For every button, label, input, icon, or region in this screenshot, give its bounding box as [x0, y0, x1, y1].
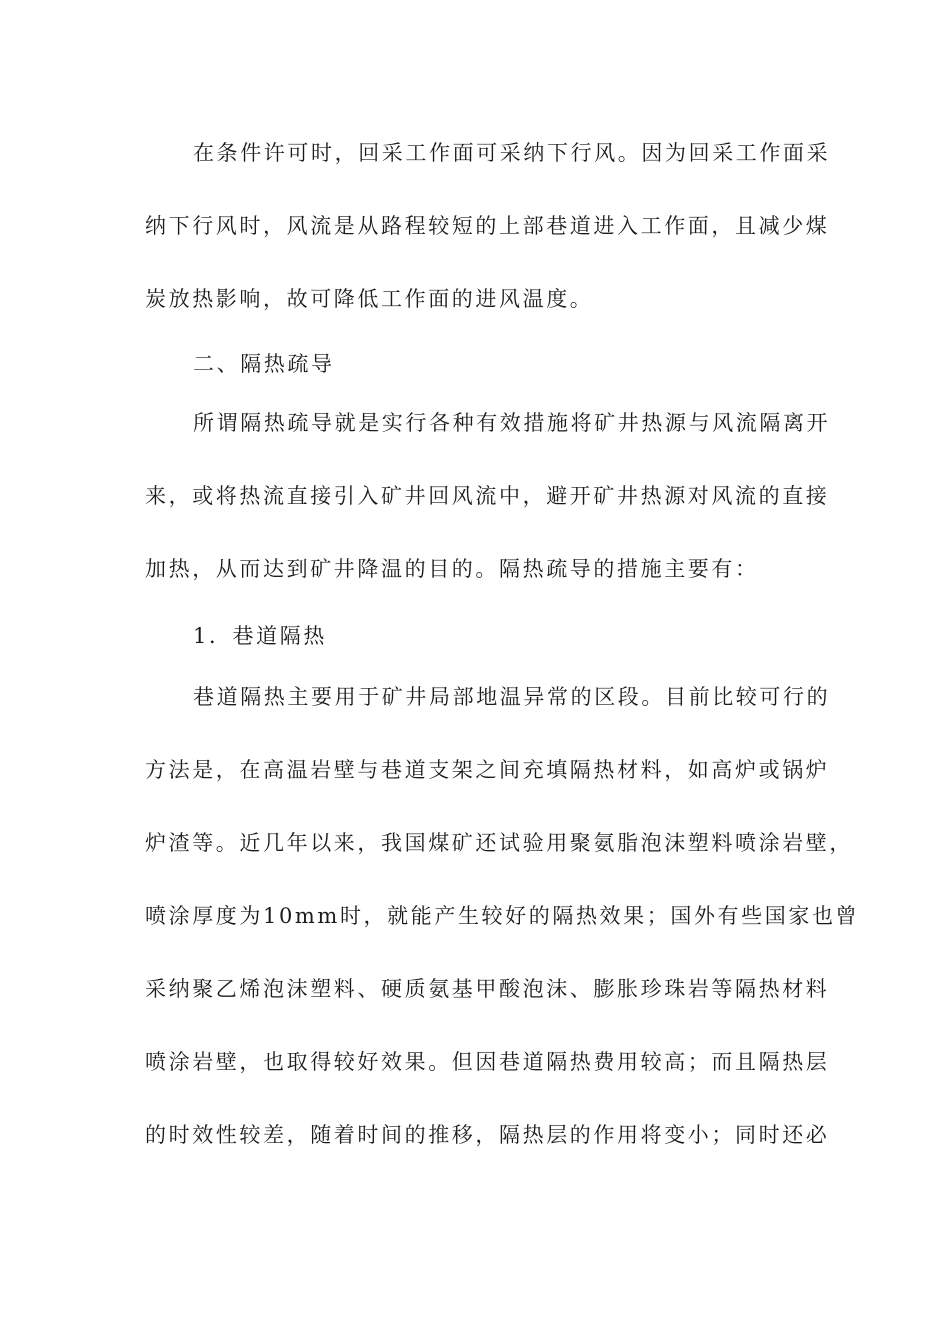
paragraph-3-line-3: 炉渣等。近几年以来，我国煤矿还试验用聚氨脂泡沫塑料喷涂岩壁，: [145, 831, 853, 855]
paragraph-3-line-7: 的时效性较差，随着时间的推移，隔热层的作用将变小；同时还必: [145, 1123, 830, 1147]
paragraph-3-line-2: 方法是，在高温岩壁与巷道支架之间充填隔热材料，如高炉或锅炉: [145, 758, 830, 782]
paragraph-2-line-3: 加热，从而达到矿井降温的目的。隔热疏导的措施主要有：: [145, 557, 759, 581]
paragraph-2-line-1: 所谓隔热疏导就是实行各种有效措施将矿井热源与风流隔离开: [193, 411, 831, 435]
paragraph-3-line-4: 喷涂厚度为10mm时，就能产生较好的隔热效果；国外有些国家也曾: [145, 904, 860, 928]
paragraph-1-line-1: 在条件许可时，回采工作面可采纳下行风。因为回采工作面采: [193, 141, 831, 165]
subsection-heading: 1．巷道隔热: [193, 624, 327, 648]
paragraph-1-line-2: 纳下行风时，风流是从路程较短的上部巷道进入工作面，且减少煤: [145, 214, 830, 238]
section-heading: 二、隔热疏导: [193, 352, 335, 376]
paragraph-1-line-3: 炭放热影响，故可降低工作面的进风温度。: [145, 287, 594, 311]
paragraph-3-line-1: 巷道隔热主要用于矿井局部地温异常的区段。目前比较可行的: [193, 685, 831, 709]
paragraph-2-line-2: 来，或将热流直接引入矿井回风流中，避开矿井热源对风流的直接: [145, 484, 830, 508]
paragraph-3-line-5: 采纳聚乙烯泡沫塑料、硬质氨基甲酸泡沫、膨胀珍珠岩等隔热材料: [145, 977, 830, 1001]
paragraph-3-line-6: 喷涂岩壁，也取得较好效果。但因巷道隔热费用较高；而且隔热层: [145, 1050, 830, 1074]
